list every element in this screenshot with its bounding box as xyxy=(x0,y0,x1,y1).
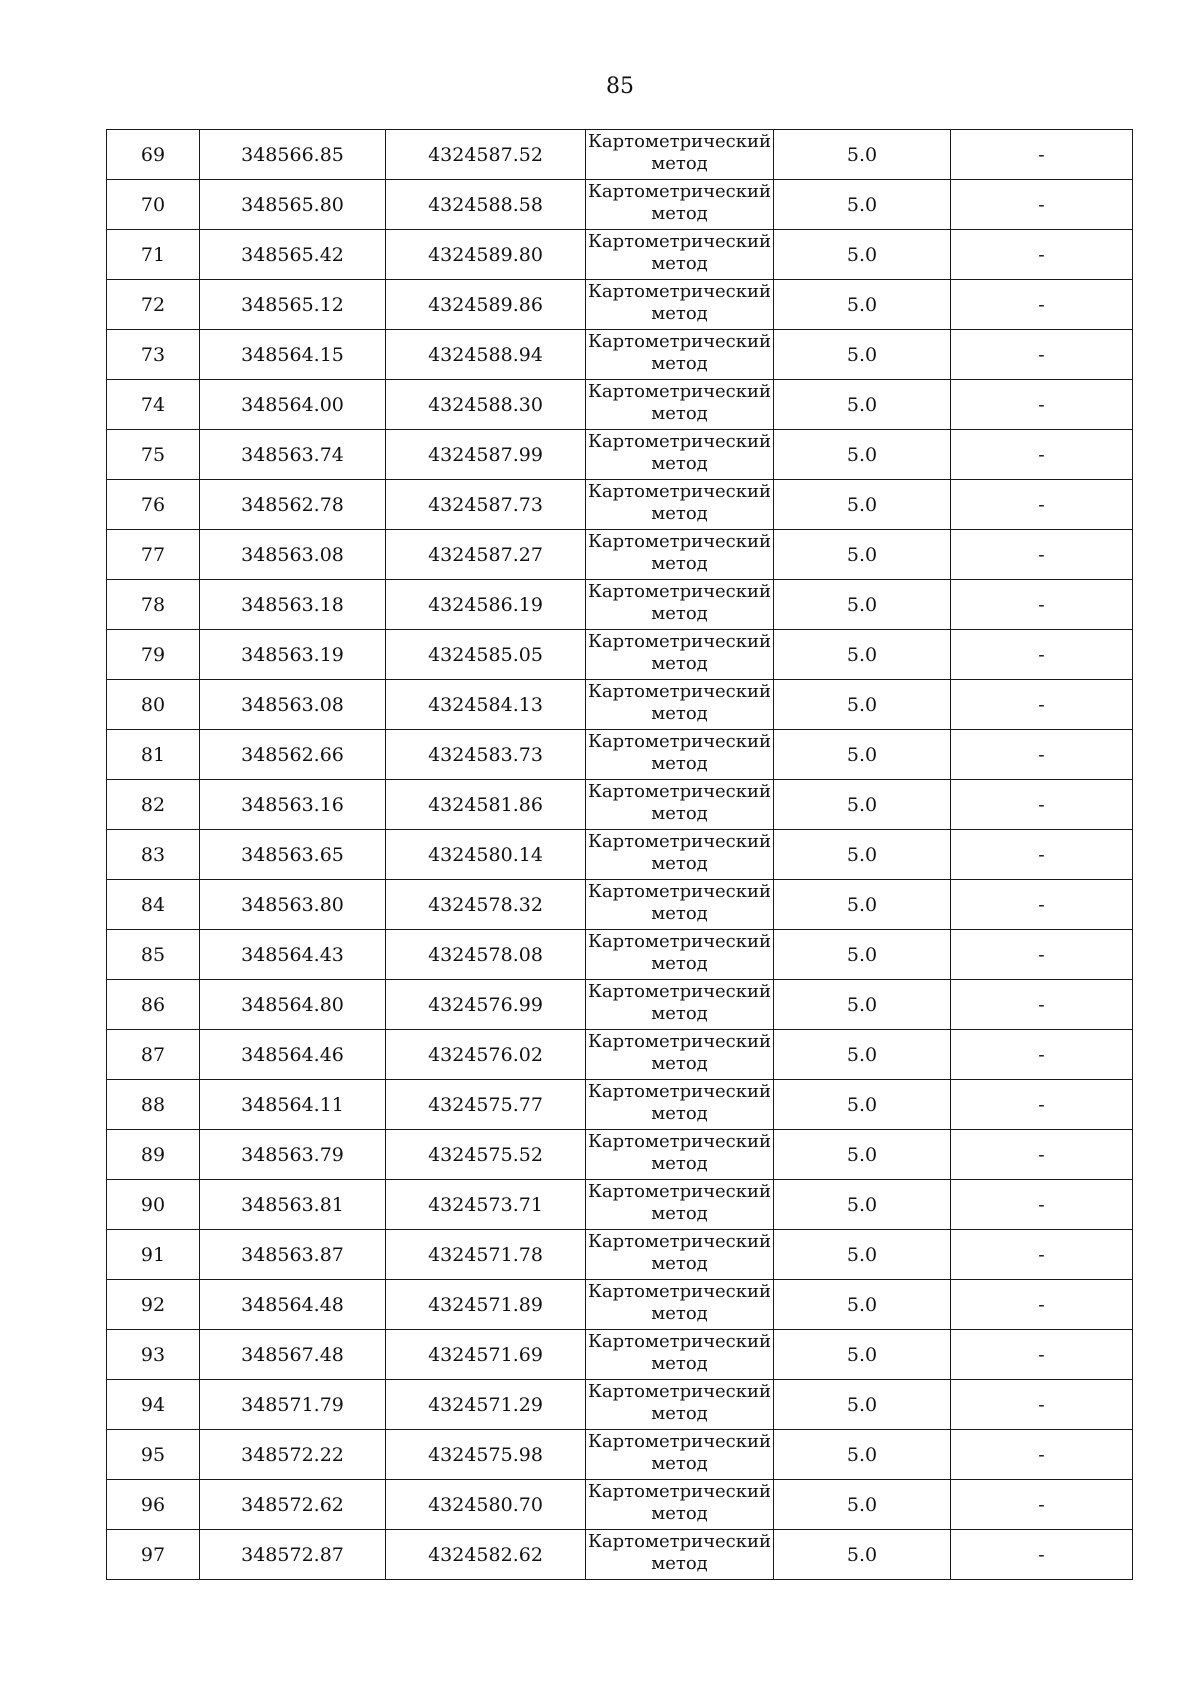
table-row xyxy=(107,1430,1133,1480)
y-coordinate-cell: 4324571.78 xyxy=(386,1230,586,1280)
y-coordinate-cell: 4324586.19 xyxy=(386,580,586,630)
method-line-2: метод xyxy=(651,903,708,924)
point-number-cell: 73 xyxy=(107,330,200,380)
method-line-2: метод xyxy=(651,553,708,574)
table-row xyxy=(107,1180,1133,1230)
method-line-1: Картометрический xyxy=(588,631,771,652)
method-line-1: Картометрический xyxy=(588,281,771,302)
table-row xyxy=(107,330,1133,380)
y-coordinate-cell: 4324575.98 xyxy=(386,1430,586,1480)
method-line-1: Картометрический xyxy=(588,1281,771,1302)
y-coordinate-cell: 4324571.29 xyxy=(386,1380,586,1430)
note-cell: - xyxy=(951,1230,1133,1280)
method-cell xyxy=(586,880,774,930)
method-cell xyxy=(586,530,774,580)
method-line-2: метод xyxy=(651,303,708,324)
method-line-2: метод xyxy=(651,1053,708,1074)
table-row xyxy=(107,530,1133,580)
page-number: 85 xyxy=(606,74,634,99)
accuracy-cell: 5.0 xyxy=(774,880,951,930)
x-coordinate-cell: 348564.80 xyxy=(200,980,386,1030)
x-coordinate-cell: 348565.80 xyxy=(200,180,386,230)
method-cell xyxy=(586,980,774,1030)
method-cell xyxy=(586,930,774,980)
y-coordinate-cell: 4324581.86 xyxy=(386,780,586,830)
point-number-cell: 75 xyxy=(107,430,200,480)
note-cell: - xyxy=(951,930,1133,980)
method-line-2: метод xyxy=(651,353,708,374)
note-cell: - xyxy=(951,480,1133,530)
note-cell: - xyxy=(951,680,1133,730)
table-row xyxy=(107,1380,1133,1430)
x-coordinate-cell: 348562.78 xyxy=(200,480,386,530)
note-cell: - xyxy=(951,130,1133,180)
method-line-2: метод xyxy=(651,453,708,474)
y-coordinate-cell: 4324589.80 xyxy=(386,230,586,280)
method-cell xyxy=(586,730,774,780)
method-cell xyxy=(586,180,774,230)
y-coordinate-cell: 4324571.89 xyxy=(386,1280,586,1330)
table-row xyxy=(107,1030,1133,1080)
y-coordinate-cell: 4324578.08 xyxy=(386,930,586,980)
accuracy-cell: 5.0 xyxy=(774,1030,951,1080)
method-line-2: метод xyxy=(651,653,708,674)
method-cell xyxy=(586,1230,774,1280)
y-coordinate-cell: 4324587.99 xyxy=(386,430,586,480)
y-coordinate-cell: 4324582.62 xyxy=(386,1530,586,1580)
method-line-1: Картометрический xyxy=(588,781,771,802)
accuracy-cell: 5.0 xyxy=(774,1530,951,1580)
accuracy-cell: 5.0 xyxy=(774,580,951,630)
accuracy-cell: 5.0 xyxy=(774,930,951,980)
x-coordinate-cell: 348563.08 xyxy=(200,530,386,580)
accuracy-cell: 5.0 xyxy=(774,1330,951,1380)
x-coordinate-cell: 348563.08 xyxy=(200,680,386,730)
point-number-cell: 97 xyxy=(107,1530,200,1580)
method-line-1: Картометрический xyxy=(588,1331,771,1352)
method-line-2: метод xyxy=(651,1253,708,1274)
method-cell xyxy=(586,1380,774,1430)
note-cell: - xyxy=(951,880,1133,930)
x-coordinate-cell: 348571.79 xyxy=(200,1380,386,1430)
method-line-2: метод xyxy=(651,403,708,424)
accuracy-cell: 5.0 xyxy=(774,380,951,430)
table-row xyxy=(107,780,1133,830)
method-cell xyxy=(586,680,774,730)
x-coordinate-cell: 348564.48 xyxy=(200,1280,386,1330)
table-row xyxy=(107,1480,1133,1530)
method-line-1: Картометрический xyxy=(588,1081,771,1102)
method-line-1: Картометрический xyxy=(588,331,771,352)
accuracy-cell: 5.0 xyxy=(774,830,951,880)
method-line-2: метод xyxy=(651,1353,708,1374)
point-number-cell: 94 xyxy=(107,1380,200,1430)
point-number-cell: 90 xyxy=(107,1180,200,1230)
accuracy-cell: 5.0 xyxy=(774,230,951,280)
method-line-2: метод xyxy=(651,703,708,724)
y-coordinate-cell: 4324587.27 xyxy=(386,530,586,580)
method-line-2: метод xyxy=(651,1103,708,1124)
method-line-1: Картометрический xyxy=(588,1131,771,1152)
point-number-cell: 93 xyxy=(107,1330,200,1380)
table-row xyxy=(107,1280,1133,1330)
point-number-cell: 86 xyxy=(107,980,200,1030)
note-cell: - xyxy=(951,330,1133,380)
accuracy-cell: 5.0 xyxy=(774,180,951,230)
note-cell: - xyxy=(951,630,1133,680)
accuracy-cell: 5.0 xyxy=(774,780,951,830)
accuracy-cell: 5.0 xyxy=(774,1230,951,1280)
table-row xyxy=(107,280,1133,330)
x-coordinate-cell: 348563.16 xyxy=(200,780,386,830)
method-line-1: Картометрический xyxy=(588,381,771,402)
method-line-2: метод xyxy=(651,1003,708,1024)
method-line-2: метод xyxy=(651,1453,708,1474)
method-cell xyxy=(586,1030,774,1080)
y-coordinate-cell: 4324578.32 xyxy=(386,880,586,930)
point-number-cell: 74 xyxy=(107,380,200,430)
note-cell: - xyxy=(951,280,1133,330)
y-coordinate-cell: 4324576.02 xyxy=(386,1030,586,1080)
y-coordinate-cell: 4324580.14 xyxy=(386,830,586,880)
x-coordinate-cell: 348566.85 xyxy=(200,130,386,180)
point-number-cell: 80 xyxy=(107,680,200,730)
table-row xyxy=(107,830,1133,880)
x-coordinate-cell: 348563.81 xyxy=(200,1180,386,1230)
point-number-cell: 91 xyxy=(107,1230,200,1280)
accuracy-cell: 5.0 xyxy=(774,1430,951,1480)
x-coordinate-cell: 348572.22 xyxy=(200,1430,386,1480)
method-cell xyxy=(586,830,774,880)
method-line-1: Картометрический xyxy=(588,1381,771,1402)
table-row xyxy=(107,880,1133,930)
point-number-cell: 96 xyxy=(107,1480,200,1530)
point-number-cell: 84 xyxy=(107,880,200,930)
note-cell: - xyxy=(951,1030,1133,1080)
x-coordinate-cell: 348565.12 xyxy=(200,280,386,330)
y-coordinate-cell: 4324571.69 xyxy=(386,1330,586,1380)
note-cell: - xyxy=(951,1430,1133,1480)
method-line-2: метод xyxy=(651,1303,708,1324)
method-line-1: Картометрический xyxy=(588,1531,771,1552)
accuracy-cell: 5.0 xyxy=(774,730,951,780)
point-number-cell: 78 xyxy=(107,580,200,630)
method-cell xyxy=(586,630,774,680)
note-cell: - xyxy=(951,1480,1133,1530)
method-cell xyxy=(586,330,774,380)
accuracy-cell: 5.0 xyxy=(774,130,951,180)
table-row xyxy=(107,930,1133,980)
point-number-cell: 88 xyxy=(107,1080,200,1130)
accuracy-cell: 5.0 xyxy=(774,330,951,380)
method-line-1: Картометрический xyxy=(588,881,771,902)
method-line-1: Картометрический xyxy=(588,931,771,952)
method-line-2: метод xyxy=(651,803,708,824)
x-coordinate-cell: 348565.42 xyxy=(200,230,386,280)
method-line-2: метод xyxy=(651,203,708,224)
method-line-1: Картометрический xyxy=(588,1481,771,1502)
accuracy-cell: 5.0 xyxy=(774,530,951,580)
method-cell xyxy=(586,1280,774,1330)
accuracy-cell: 5.0 xyxy=(774,1480,951,1530)
note-cell: - xyxy=(951,1530,1133,1580)
table-row xyxy=(107,630,1133,680)
y-coordinate-cell: 4324587.52 xyxy=(386,130,586,180)
table-row xyxy=(107,1330,1133,1380)
table-row xyxy=(107,130,1133,180)
y-coordinate-cell: 4324588.30 xyxy=(386,380,586,430)
method-line-2: метод xyxy=(651,753,708,774)
method-cell xyxy=(586,280,774,330)
point-number-cell: 81 xyxy=(107,730,200,780)
y-coordinate-cell: 4324589.86 xyxy=(386,280,586,330)
note-cell: - xyxy=(951,1380,1133,1430)
method-line-1: Картометрический xyxy=(588,581,771,602)
method-cell xyxy=(586,1130,774,1180)
note-cell: - xyxy=(951,530,1133,580)
method-line-1: Картометрический xyxy=(588,681,771,702)
method-cell xyxy=(586,1530,774,1580)
method-line-1: Картометрический xyxy=(588,531,771,552)
method-line-2: метод xyxy=(651,603,708,624)
point-number-cell: 83 xyxy=(107,830,200,880)
point-number-cell: 95 xyxy=(107,1430,200,1480)
note-cell: - xyxy=(951,1130,1133,1180)
point-number-cell: 72 xyxy=(107,280,200,330)
x-coordinate-cell: 348564.46 xyxy=(200,1030,386,1080)
note-cell: - xyxy=(951,580,1133,630)
x-coordinate-cell: 348563.65 xyxy=(200,830,386,880)
note-cell: - xyxy=(951,830,1133,880)
note-cell: - xyxy=(951,180,1133,230)
x-coordinate-cell: 348564.11 xyxy=(200,1080,386,1130)
method-line-2: метод xyxy=(651,1553,708,1574)
method-line-1: Картометрический xyxy=(588,731,771,752)
table-row xyxy=(107,480,1133,530)
point-number-cell: 76 xyxy=(107,480,200,530)
point-number-cell: 79 xyxy=(107,630,200,680)
method-line-2: метод xyxy=(651,953,708,974)
method-line-2: метод xyxy=(651,853,708,874)
method-line-1: Картометрический xyxy=(588,231,771,252)
table-row xyxy=(107,1130,1133,1180)
point-number-cell: 92 xyxy=(107,1280,200,1330)
point-number-cell: 71 xyxy=(107,230,200,280)
method-cell xyxy=(586,130,774,180)
y-coordinate-cell: 4324588.94 xyxy=(386,330,586,380)
method-cell xyxy=(586,1180,774,1230)
method-line-2: метод xyxy=(651,1503,708,1524)
note-cell: - xyxy=(951,1080,1133,1130)
x-coordinate-cell: 348563.19 xyxy=(200,630,386,680)
method-line-1: Картометрический xyxy=(588,181,771,202)
x-coordinate-cell: 348564.15 xyxy=(200,330,386,380)
accuracy-cell: 5.0 xyxy=(774,630,951,680)
accuracy-cell: 5.0 xyxy=(774,1180,951,1230)
accuracy-cell: 5.0 xyxy=(774,680,951,730)
method-line-1: Картометрический xyxy=(588,431,771,452)
accuracy-cell: 5.0 xyxy=(774,980,951,1030)
method-cell xyxy=(586,430,774,480)
y-coordinate-cell: 4324576.99 xyxy=(386,980,586,1030)
point-number-cell: 89 xyxy=(107,1130,200,1180)
y-coordinate-cell: 4324588.58 xyxy=(386,180,586,230)
note-cell: - xyxy=(951,980,1133,1030)
method-line-2: метод xyxy=(651,1203,708,1224)
method-line-2: метод xyxy=(651,503,708,524)
method-line-1: Картометрический xyxy=(588,1031,771,1052)
accuracy-cell: 5.0 xyxy=(774,1280,951,1330)
method-line-2: метод xyxy=(651,1403,708,1424)
method-cell xyxy=(586,480,774,530)
y-coordinate-cell: 4324573.71 xyxy=(386,1180,586,1230)
method-line-2: метод xyxy=(651,153,708,174)
table-row xyxy=(107,430,1133,480)
note-cell: - xyxy=(951,780,1133,830)
accuracy-cell: 5.0 xyxy=(774,1080,951,1130)
table-row xyxy=(107,1230,1133,1280)
x-coordinate-cell: 348563.74 xyxy=(200,430,386,480)
accuracy-cell: 5.0 xyxy=(774,1380,951,1430)
method-line-1: Картометрический xyxy=(588,831,771,852)
table-row xyxy=(107,580,1133,630)
x-coordinate-cell: 348572.87 xyxy=(200,1530,386,1580)
x-coordinate-cell: 348567.48 xyxy=(200,1330,386,1380)
method-line-1: Картометрический xyxy=(588,131,771,152)
y-coordinate-cell: 4324583.73 xyxy=(386,730,586,780)
method-line-1: Картометрический xyxy=(588,981,771,1002)
y-coordinate-cell: 4324584.13 xyxy=(386,680,586,730)
accuracy-cell: 5.0 xyxy=(774,430,951,480)
point-number-cell: 70 xyxy=(107,180,200,230)
method-cell xyxy=(586,580,774,630)
y-coordinate-cell: 4324587.73 xyxy=(386,480,586,530)
method-line-1: Картометрический xyxy=(588,1181,771,1202)
method-cell xyxy=(586,1430,774,1480)
y-coordinate-cell: 4324580.70 xyxy=(386,1480,586,1530)
x-coordinate-cell: 348563.87 xyxy=(200,1230,386,1280)
x-coordinate-cell: 348562.66 xyxy=(200,730,386,780)
point-number-cell: 85 xyxy=(107,930,200,980)
method-line-1: Картометрический xyxy=(588,1231,771,1252)
method-line-1: Картометрический xyxy=(588,481,771,502)
y-coordinate-cell: 4324585.05 xyxy=(386,630,586,680)
note-cell: - xyxy=(951,1280,1133,1330)
method-line-1: Картометрический xyxy=(588,1431,771,1452)
table-row xyxy=(107,980,1133,1030)
accuracy-cell: 5.0 xyxy=(774,280,951,330)
x-coordinate-cell: 348564.00 xyxy=(200,380,386,430)
method-line-2: метод xyxy=(651,1153,708,1174)
table-row xyxy=(107,680,1133,730)
x-coordinate-cell: 348563.18 xyxy=(200,580,386,630)
accuracy-cell: 5.0 xyxy=(774,1130,951,1180)
note-cell: - xyxy=(951,1330,1133,1380)
x-coordinate-cell: 348563.79 xyxy=(200,1130,386,1180)
note-cell: - xyxy=(951,1180,1133,1230)
method-cell xyxy=(586,380,774,430)
y-coordinate-cell: 4324575.52 xyxy=(386,1130,586,1180)
method-cell xyxy=(586,230,774,280)
method-cell xyxy=(586,1080,774,1130)
point-number-cell: 87 xyxy=(107,1030,200,1080)
method-cell xyxy=(586,1330,774,1380)
table-row xyxy=(107,1530,1133,1580)
point-number-cell: 82 xyxy=(107,780,200,830)
note-cell: - xyxy=(951,230,1133,280)
table-row xyxy=(107,1080,1133,1130)
method-line-2: метод xyxy=(651,253,708,274)
method-cell xyxy=(586,1480,774,1530)
table-row xyxy=(107,380,1133,430)
x-coordinate-cell: 348572.62 xyxy=(200,1480,386,1530)
point-number-cell: 69 xyxy=(107,130,200,180)
table-row xyxy=(107,230,1133,280)
note-cell: - xyxy=(951,730,1133,780)
x-coordinate-cell: 348564.43 xyxy=(200,930,386,980)
point-number-cell: 77 xyxy=(107,530,200,580)
method-cell xyxy=(586,780,774,830)
table-row xyxy=(107,730,1133,780)
table-row xyxy=(107,180,1133,230)
y-coordinate-cell: 4324575.77 xyxy=(386,1080,586,1130)
coordinates-table-body xyxy=(107,130,1133,1580)
coordinates-table xyxy=(106,129,1133,1580)
accuracy-cell: 5.0 xyxy=(774,480,951,530)
note-cell: - xyxy=(951,380,1133,430)
note-cell: - xyxy=(951,430,1133,480)
x-coordinate-cell: 348563.80 xyxy=(200,880,386,930)
